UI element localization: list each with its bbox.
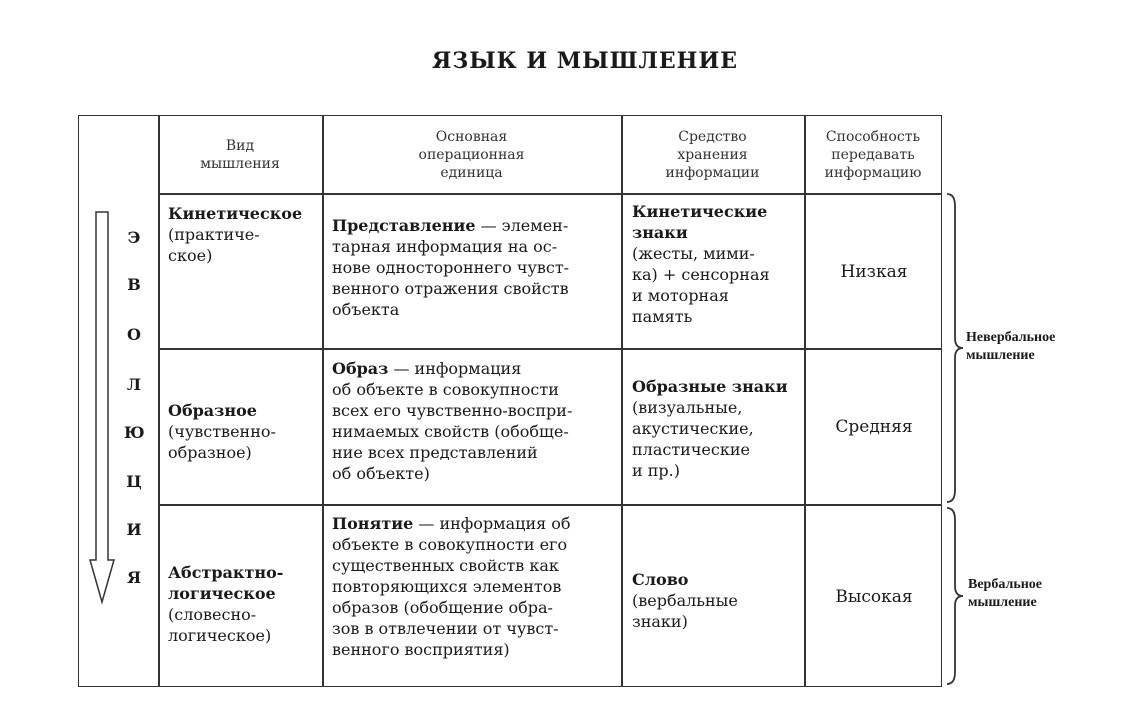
grid-line bbox=[322, 115, 324, 687]
row1-storage-means: Кинетические знаки (жесты, мими- ка) + сенсорная и моторная память bbox=[632, 202, 770, 326]
row3-thinking-type: Абстрактно- логическое (словесно- логическое) bbox=[168, 563, 284, 645]
row2-storage-means: Образные знаки (визуальные, акустические, пластические и пр.) bbox=[632, 377, 788, 480]
grid-line bbox=[158, 115, 160, 687]
evolution-letter: О bbox=[127, 325, 141, 344]
evolution-letter: Л bbox=[126, 375, 142, 394]
row3-transfer-ability: Высокая bbox=[835, 586, 913, 607]
row2-transfer-ability: Средняя bbox=[835, 417, 913, 437]
evolution-letter: И bbox=[126, 520, 142, 539]
row2-thinking-type: Образное (чувственно- образное) bbox=[168, 401, 276, 462]
evolution-letter: Ц bbox=[126, 472, 142, 491]
evolution-letter: Э bbox=[127, 228, 141, 247]
header-operational-unit: Основная операционная единица bbox=[418, 129, 525, 181]
row1-thinking-type: Кинетическое (практиче- ское) bbox=[168, 204, 303, 265]
row1-operational-unit: Представление — элемен- тарная информация на ос- нове одностороннего чувст- венного отражения свойств объекта bbox=[332, 216, 570, 319]
header-thinking-type: Вид мышления bbox=[200, 138, 280, 172]
verbal-thinking-label: Вербальное мышление bbox=[968, 577, 1042, 610]
row1-transfer-ability: Низкая bbox=[840, 261, 908, 282]
row3-storage-means: Слово (вербальные знаки) bbox=[632, 570, 738, 631]
verbal-brace-icon bbox=[943, 506, 967, 686]
grid-line bbox=[621, 115, 623, 687]
evolution-letter: В bbox=[127, 275, 141, 294]
nonverbal-thinking-label: Невербальное мышление bbox=[966, 330, 1056, 363]
evolution-letter: Я bbox=[126, 568, 142, 587]
page-title: ЯЗЫК И МЫШЛЕНИЕ bbox=[431, 48, 739, 74]
row3-operational-unit: Понятие — информация об объекте в совокупности его существенных свойств как повторяющихся элементов образов (обобщение обра- зов в отвлечении от чувст- венного восприятия) bbox=[332, 514, 571, 659]
header-transfer-ability: Способность передавать информацию bbox=[824, 129, 922, 181]
evolution-arrow-icon bbox=[88, 210, 116, 606]
evolution-letter: Ю bbox=[124, 423, 145, 442]
row2-operational-unit: Образ — информация об объекте в совокупности всех его чувственно-воспри- нимаемых свойств (обобще- ние всех представлений об объекте) bbox=[332, 359, 573, 483]
nonverbal-brace-icon bbox=[943, 192, 967, 504]
header-storage-means: Средство хранения информации bbox=[665, 129, 760, 181]
